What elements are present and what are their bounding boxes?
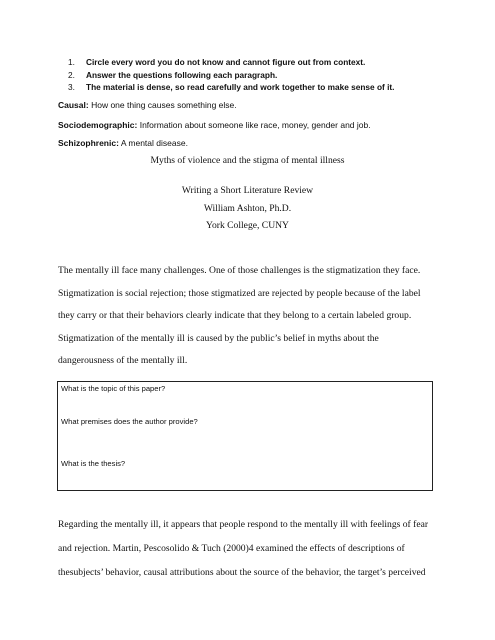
definition-term: Sociodemographic: [58,120,138,130]
instruction-list [68,56,394,94]
instruction-text: Answer the questions following each paragraph. [86,69,278,80]
definition-causal [58,100,237,110]
paper-author: William Ashton, Ph.D. [203,203,292,214]
paragraph1-line: Stigmatization is social rejection; those stigmatized are rejected by people because of the label [58,288,421,299]
instruction-text: The material is dense, so read carefully and work together to make sense of it. [86,82,395,92]
instruction-number: 1. [68,57,75,67]
question-topic: What is the topic of this paper? [61,384,166,393]
instruction-number: 2. [68,69,75,80]
definition-term: Schizophrenic: [58,138,119,148]
paragraph2-line: Regarding the mentally ill, it appears that people respond to the mentally ill with feelings of fear [58,519,429,530]
instruction-item [68,81,394,94]
definition-term: Causal: [58,100,89,110]
definition-schizophrenic [58,138,188,148]
question-thesis: What is the thesis? [61,459,126,468]
paper-title: Myths of violence and the stigma of mental illness [150,155,345,166]
paragraph1-line: Stigmatization of the mentally ill is caused by the public’s belief in myths about the [58,333,379,344]
paper-affiliation: York College, CUNY [206,220,289,231]
definition-text: How one thing causes something else. [88,100,237,110]
instruction-number: 3. [68,82,75,92]
instruction-item [68,56,394,69]
paragraph2-line: thesubjects’ behavior, causal attributions about the source of the behavior, the target’s perceived [58,567,426,578]
paragraph1-line: they carry or that their behaviors clearly indicate that they belong to a certain labeled group. [58,310,412,321]
definition-text: Information about someone like race, money, gender and job. [137,120,371,130]
paragraph1-line: The mentally ill face many challenges. One of those challenges is the stigmatization they face. [58,265,421,276]
question-box [57,381,433,491]
definition-text: A mental disease. [118,138,188,148]
instruction-item [68,69,394,82]
question-premises: What premises does the author provide? [61,417,198,426]
definition-sociodemographic [58,120,371,130]
paper-subtitle: Writing a Short Literature Review [181,185,314,196]
paragraph2-line: and rejection. Martin, Pescosolido & Tuch (2000)4 examined the effects of descriptions of [58,543,405,554]
instruction-text: Circle every word you do not know and cannot figure out from context. [86,57,366,67]
paragraph1-line: dangerousness of the mentally ill. [58,355,188,366]
